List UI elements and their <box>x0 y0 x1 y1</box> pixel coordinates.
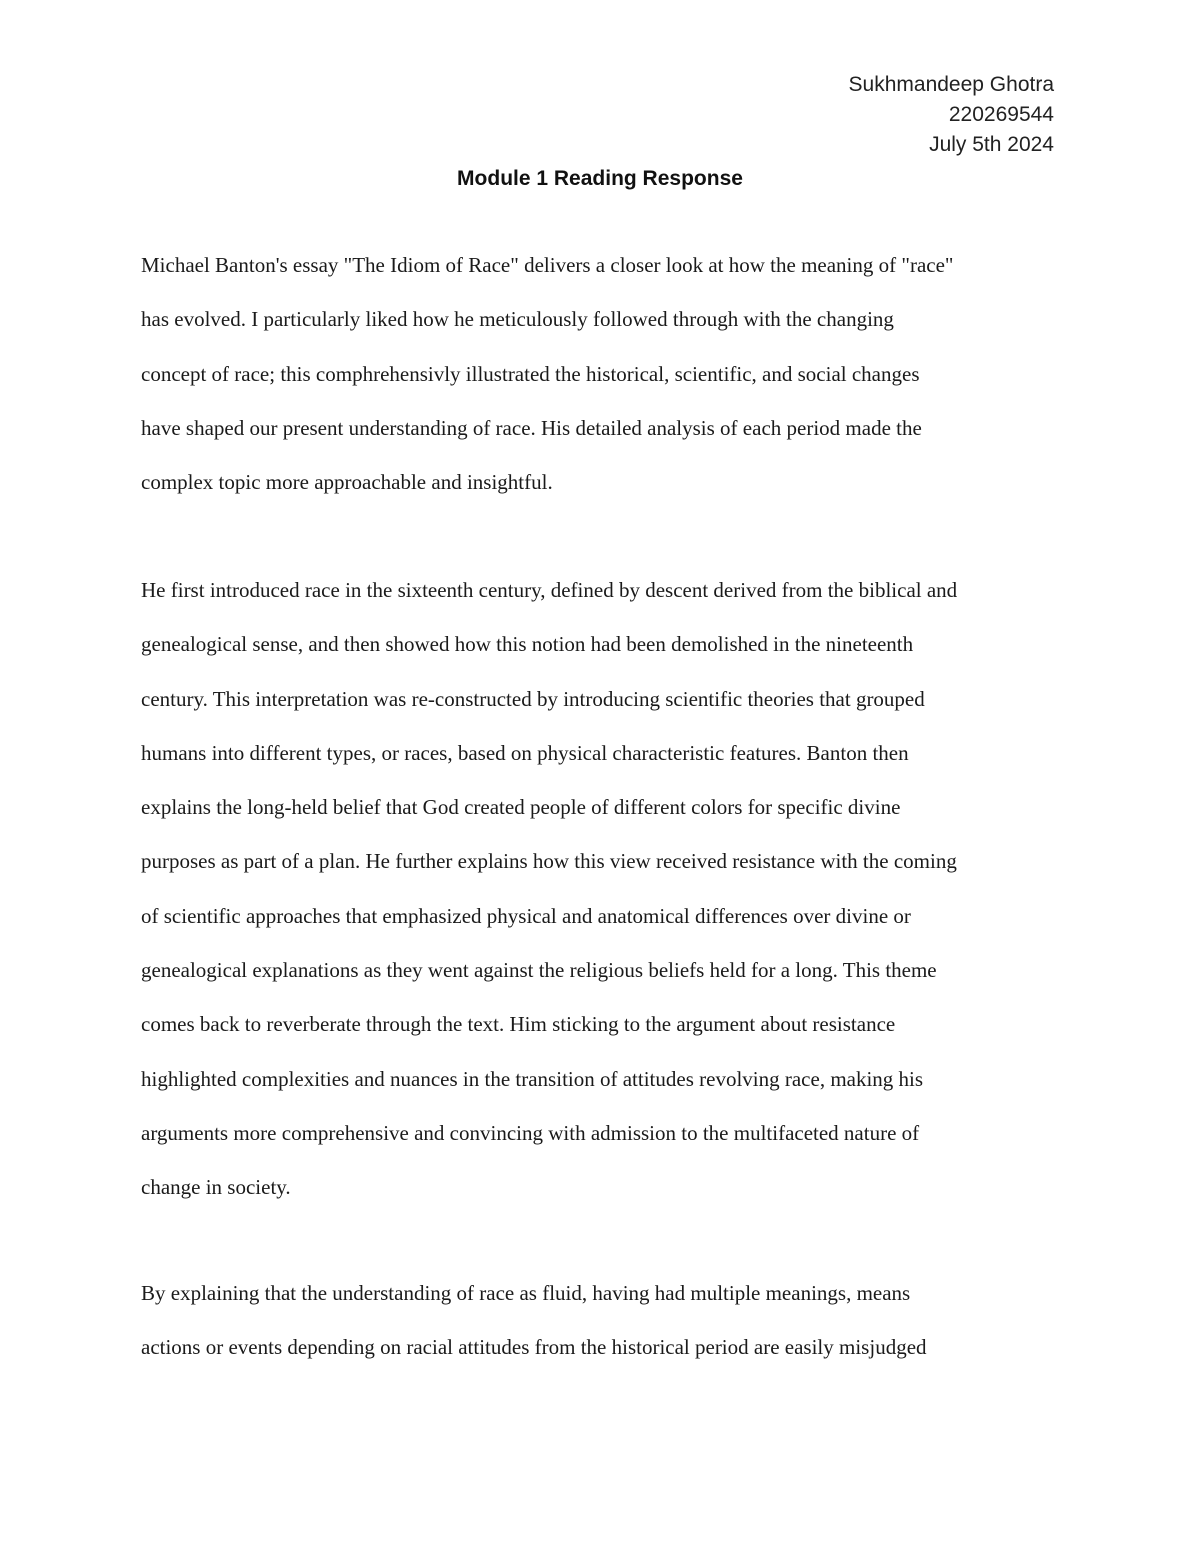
paragraph-line: century. This interpretation was re-constructed by introducing scientific theories that grouped <box>141 686 925 711</box>
paragraph-line: Michael Banton's essay "The Idiom of Race" delivers a closer look at how the meaning of "race" <box>141 253 954 277</box>
document-title: Module 1 Reading Response <box>457 167 743 190</box>
paragraph-line: By explaining that the understanding of race as fluid, having had multiple meanings, means <box>141 1281 911 1305</box>
paragraph-line: highlighted complexities and nuances in the transition of attitudes revolving race, making his <box>141 1066 924 1091</box>
paragraph-line: concept of race; this comphrehensivly illustrated the historical, scientific, and social changes <box>141 361 920 386</box>
document-date: July 5th 2024 <box>929 133 1054 156</box>
paragraph-1 <box>141 238 1066 509</box>
paragraph-line: comes back to reverberate through the text. Him sticking to the argument about resistance <box>141 1012 896 1037</box>
paragraph-line: explains the long-held belief that God created people of different colors for specific divine <box>141 795 901 820</box>
paragraph-line: have shaped our present understanding of race. His detailed analysis of each period made the <box>141 415 922 440</box>
paragraph-line: of scientific approaches that emphasized physical and anatomical differences over divine or <box>141 903 911 928</box>
paragraph-line: humans into different types, or races, based on physical characteristic features. Banton then <box>141 740 909 765</box>
student-id: 220269544 <box>948 103 1054 126</box>
paragraph-line: purposes as part of a plan. He further explains how this view received resistance with the coming <box>141 849 957 874</box>
author-info-block <box>849 70 1054 160</box>
paragraph-2 <box>141 563 1066 1215</box>
paragraph-line: He first introduced race in the sixteenth century, defined by descent derived from the biblical and <box>141 578 958 602</box>
paragraph-line: complex topic more approachable and insightful. <box>141 470 553 495</box>
paragraph-3 <box>141 1266 1066 1375</box>
paragraph-line: genealogical explanations as they went against the religious beliefs held for a long. This theme <box>141 958 937 983</box>
paragraph-line: genealogical sense, and then showed how this notion had been demolished in the nineteenth <box>141 632 914 657</box>
author-name: Sukhmandeep Ghotra <box>848 73 1054 96</box>
paragraph-line: change in society. <box>141 1175 291 1200</box>
paragraph-line: has evolved. I particularly liked how he meticulously followed through with the changing <box>141 307 894 332</box>
paragraph-line: actions or events depending on racial attitudes from the historical period are easily misjudged <box>141 1335 927 1360</box>
paragraph-line: arguments more comprehensive and convincing with admission to the multifaceted nature of <box>141 1120 920 1145</box>
